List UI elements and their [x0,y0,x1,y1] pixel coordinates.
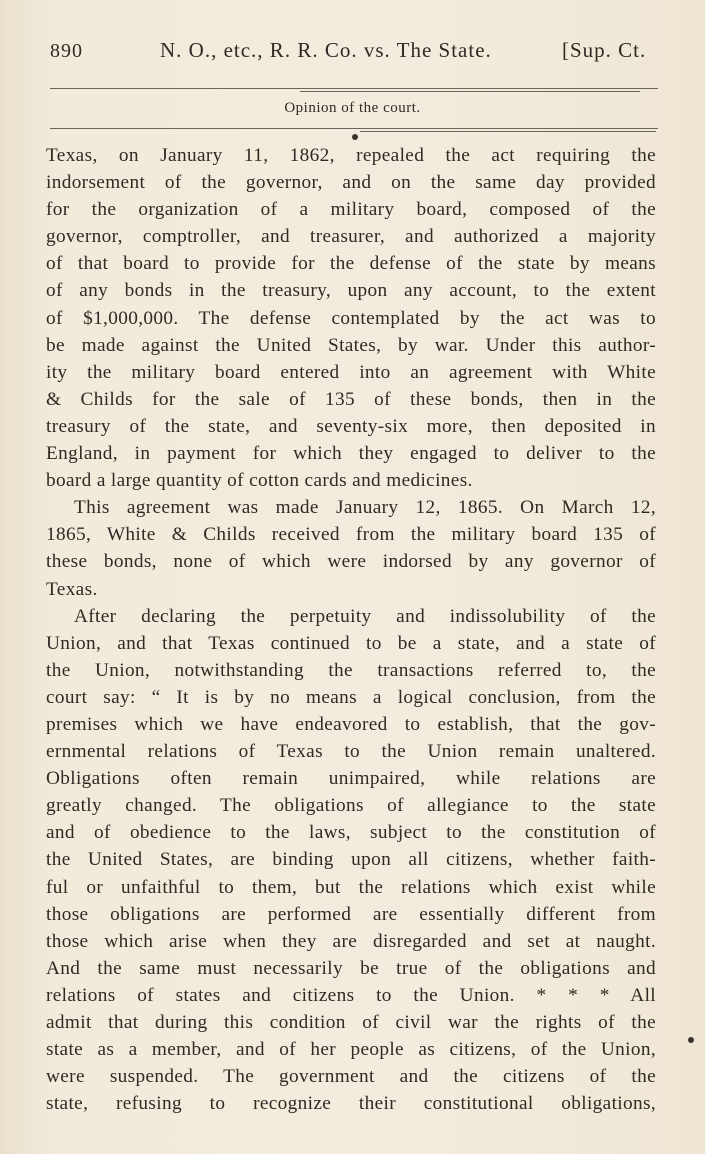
text-line: ful or unfaithful to them, but the relations which exist while [46,876,656,898]
text-line: those obligations are performed are essentially different from [46,903,656,925]
text-line: the Union, notwithstanding the transactions referred to, the [46,659,656,681]
text-line: of any bonds in the treasury, upon any account, to the extent [46,280,656,302]
text-line: state, refusing to recognize their constitutional obligations, [46,1093,656,1115]
text-line: This agreement was made January 12, 1865. On March 12, [74,497,656,519]
text-line: Texas, on January 11, 1862, repealed the act requiring the [46,145,656,166]
text-line: greatly changed. The obligations of allegiance to the state [46,795,656,817]
section-label: Opinion of the court. [284,100,421,116]
header-rule-top [50,88,658,89]
text-line: for the organization of a military board, composed of the [46,199,656,221]
text-line: state as a member, and of her people as citizens, of the Union, [46,1039,656,1061]
text-line: ity the military board entered into an agreement with White [46,361,656,383]
court-label: [Sup. Ct. [562,38,647,62]
header-rule-bottom [50,128,658,129]
text-line: of $1,000,000. The defense contemplated by the act was to [46,307,656,329]
text-line: & Childs for the sale of 135 of these bonds, then in the [46,388,656,410]
text-line: treasury of the state, and seventy-six more, then deposited in [46,415,656,437]
header-rule-top-double [300,91,640,92]
page-number: 890 [50,40,83,62]
text-line: Texas. [46,578,98,600]
text-line: were suspended. The government and the citizens of the [46,1066,656,1088]
text-line: Union, and that Texas continued to be a state, and a state of [46,632,656,654]
text-line: of that board to provide for the defense of the state by means [46,253,656,275]
text-line: 1865, White & Childs received from the military board 135 of [46,524,656,546]
text-line: be made against the United States, by war. Under this author- [46,334,656,356]
ink-spot [352,134,358,140]
text-line: relations of states and citizens to the Union. * * * All [46,984,656,1006]
text-line: And the same must necessarily be true of the obligations and [46,957,656,979]
text-line: court say: “ It is by no means a logical conclusion, from the [46,686,656,708]
text-line: ernmental relations of Texas to the Union remain unaltered. [46,741,656,763]
opinion-text [46,142,656,1117]
ink-spot [688,1037,694,1043]
text-line: and of obedience to the laws, subject to the constitution of [46,822,656,844]
text-line: admit that during this condition of civil war the rights of the [46,1012,656,1033]
text-line: the United States, are binding upon all citizens, whether faith- [46,849,656,871]
text-line: these bonds, none of which were indorsed by any governor of [46,551,656,573]
text-line: After declaring the perpetuity and indissolubility of the [74,605,656,627]
text-line: those which arise when they are disregarded and set at naught. [46,930,656,952]
text-line: indorsement of the governor, and on the same day provided [46,172,656,194]
case-title: N. O., etc., R. R. Co. vs. The State. [160,38,492,62]
text-line: England, in payment for which they engaged to deliver to the [46,443,656,465]
header-rule-bottom-double [360,131,656,132]
text-line: Obligations often remain unimpaired, while relations are [46,768,656,790]
text-line: premises which we have endeavored to establish, that the gov- [46,713,656,735]
text-line: board a large quantity of cotton cards and medicines. [46,470,473,492]
text-line: governor, comptroller, and treasurer, and authorized a majority [46,226,656,248]
